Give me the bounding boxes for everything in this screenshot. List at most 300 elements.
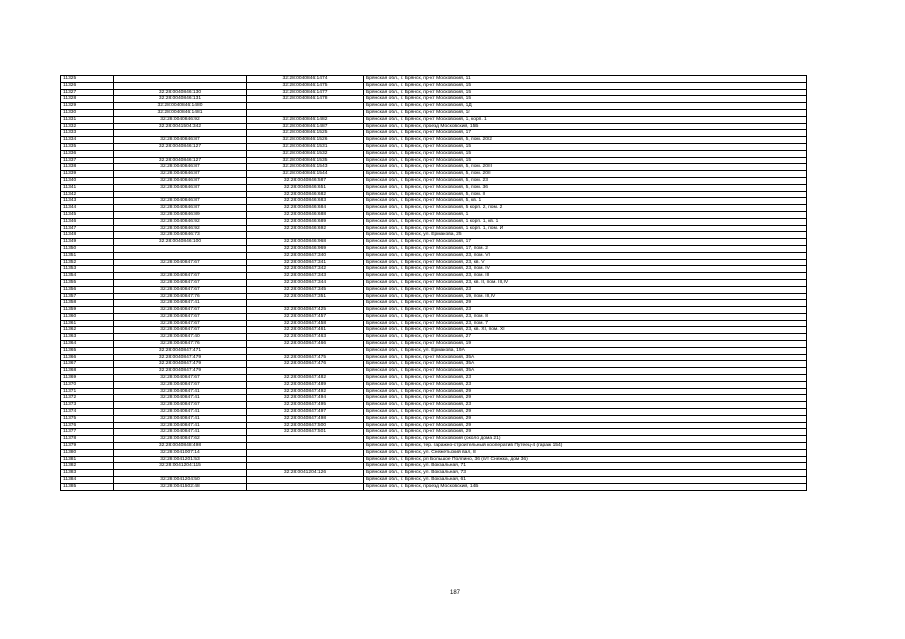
land-cadastral-cell: 32:28:0040847:67 [114, 259, 247, 266]
object-cadastral-cell: 32:28:0040847:463 [247, 334, 364, 341]
address-cell: Брянская обл., г. Брянск, проезд Московский, 15Б [364, 123, 807, 130]
object-cadastral-cell: 32:28:0040847:489 [247, 381, 364, 388]
land-cadastral-cell: 32:28:0040847:41 [114, 395, 247, 402]
object-cadastral-cell [247, 456, 364, 463]
table-row [61, 449, 807, 456]
object-cadastral-cell: 32:28:0040847:482 [247, 375, 364, 382]
object-cadastral-cell: 32:28:0040847:344 [247, 279, 364, 286]
row-number-cell: 11374 [61, 409, 114, 416]
row-number-cell: 11367 [61, 361, 114, 368]
object-cadastral-cell: 32:28:0040847:497 [247, 409, 364, 416]
row-number-cell: 11377 [61, 429, 114, 436]
address-cell: Брянская обл., г. Брянск, пр-кт Московский, 1, корп. 1 [364, 116, 807, 123]
land-cadastral-cell: 32:28:0040846:1481 [114, 109, 247, 116]
land-cadastral-cell: 32:28:0040846:130 [114, 89, 247, 96]
address-cell: Брянская обл., г. Брянск, пр-кт Московский, 23 [364, 402, 807, 409]
address-cell: Брянская обл., г. Брянск, пр-кт Московский, 29 [364, 409, 807, 416]
table-row [61, 218, 807, 225]
land-cadastral-cell: 32:28:0040846:92 [114, 116, 247, 123]
address-cell: Брянская обл., г. Брянск, пр-кт Московский, 29 [364, 429, 807, 436]
object-cadastral-cell: 32:28:0040846:1535 [247, 157, 364, 164]
table-row [61, 470, 807, 477]
land-cadastral-cell: 32:28:0040848:498 [114, 443, 247, 450]
address-cell: Брянская обл., г. Брянск, пр-кт Московский, 23, пом. III [364, 273, 807, 280]
table-row [61, 109, 807, 116]
address-cell: Брянская обл., г. Брянск, пр-кт Московский, 23 [364, 286, 807, 293]
land-cadastral-cell: 32:28:0040847:62 [114, 436, 247, 443]
row-number-cell: 11346 [61, 218, 114, 225]
land-cadastral-cell: 32:28:0040847:40 [114, 334, 247, 341]
land-cadastral-cell [114, 470, 247, 477]
object-cadastral-cell: 32:28:0040847:345 [247, 286, 364, 293]
table-row [61, 76, 807, 83]
row-number-cell: 11362 [61, 327, 114, 334]
table-row [61, 307, 807, 314]
address-cell: Брянская обл., г. Брянск, пр-кт Московский, 11 [364, 76, 807, 83]
row-number-cell: 11341 [61, 184, 114, 191]
land-cadastral-cell: 32:28:0040847:41 [114, 429, 247, 436]
table-row [61, 409, 807, 416]
row-number-cell: 11381 [61, 456, 114, 463]
land-cadastral-cell: 32:28:0040847:67 [114, 320, 247, 327]
address-cell: Брянская обл., г. Брянск, пр-кт Московский, 29 [364, 422, 807, 429]
table-row [61, 368, 807, 375]
row-number-cell: 11339 [61, 171, 114, 178]
object-cadastral-cell: 32:28:0040847:343 [247, 273, 364, 280]
table-row [61, 205, 807, 212]
table-row [61, 279, 807, 286]
object-cadastral-cell: 32:28:0040846:1544 [247, 171, 364, 178]
table-row [61, 347, 807, 354]
land-cadastral-cell: 32:28:0040846:100 [114, 239, 247, 246]
address-cell: Брянская обл., г. Брянск, пр-кт Московский, 5, пом. 20/2 [364, 137, 807, 144]
address-cell: Брянская обл., г. Брянск, ул. Ермакова, 25 [364, 232, 807, 239]
object-cadastral-cell: 32:28:0040846:1526 [247, 137, 364, 144]
table-row [61, 211, 807, 218]
land-cadastral-cell: 32:28:0040847:471 [114, 347, 247, 354]
land-cadastral-cell [114, 130, 247, 137]
table-row [61, 252, 807, 259]
table-row [61, 293, 807, 300]
object-cadastral-cell: 32:28:0041204:126 [247, 470, 364, 477]
table-row [61, 232, 807, 239]
row-number-cell: 11334 [61, 137, 114, 144]
table-row [61, 375, 807, 382]
row-number-cell: 11338 [61, 164, 114, 171]
object-cadastral-cell: 32:28:0040846:683 [247, 198, 364, 205]
row-number-cell: 11383 [61, 470, 114, 477]
address-cell: Брянская обл., г. Брянск, пр-кт Московский, 23, кв. II, пом. III,IV [364, 279, 807, 286]
object-cadastral-cell: 32:28:0040846:587 [247, 177, 364, 184]
row-number-cell: 11351 [61, 252, 114, 259]
address-cell: Брянская обл., г. Брянск, тер. гаражно-строительный кооператив Путеец-4 (гараж 154) [364, 443, 807, 450]
address-cell: Брянская обл., г. Брянск, ул. Ермакова, 19А [364, 347, 807, 354]
row-number-cell: 11375 [61, 415, 114, 422]
row-number-cell: 11363 [61, 334, 114, 341]
land-cadastral-cell: 32:28:0040846:73 [114, 232, 247, 239]
table-row [61, 259, 807, 266]
row-number-cell: 11361 [61, 320, 114, 327]
row-number-cell: 11366 [61, 354, 114, 361]
object-cadastral-cell [247, 103, 364, 110]
address-cell: Брянская обл., г. Брянск, пр-кт Московский, 17 [364, 239, 807, 246]
address-cell: Брянская обл., г. Брянск, пр-кт Московский, 29 [364, 388, 807, 395]
object-cadastral-cell [247, 368, 364, 375]
land-cadastral-cell: 32:28:0040846:127 [114, 157, 247, 164]
row-number-cell: 11337 [61, 157, 114, 164]
object-cadastral-cell: 32:28:0040847:342 [247, 266, 364, 273]
land-cadastral-cell: 32:28:0040846:87 [114, 171, 247, 178]
object-cadastral-cell: 32:28:0040847:351 [247, 293, 364, 300]
table-row [61, 422, 807, 429]
address-cell: Брянская обл., г. Брянск, пр-кт Московский, 35А [364, 361, 807, 368]
table-row [61, 82, 807, 89]
object-cadastral-cell: 32:28:0040846:1478 [247, 96, 364, 103]
object-cadastral-cell: 32:28:0040846:1475 [247, 82, 364, 89]
row-number-cell: 11370 [61, 381, 114, 388]
object-cadastral-cell: 32:28:0040846:688 [247, 211, 364, 218]
land-cadastral-cell: 32:28:0041204:50 [114, 477, 247, 484]
address-cell: Брянская обл., г. Брянск, пр-кт Московский, 5 корп. 2, пом. 2 [364, 205, 807, 212]
table-row [61, 96, 807, 103]
address-cell: Брянская обл., г. Брянск, пр-кт Московский, 29 [364, 300, 807, 307]
row-number-cell: 11382 [61, 463, 114, 470]
object-cadastral-cell: 32:28:0040847:340 [247, 252, 364, 259]
address-cell: Брянская обл., г. Брянск, пр-кт Московский, 5, пом. 36 [364, 184, 807, 191]
address-cell: Брянская обл., г. Брянск, пр-кт Московский, 17 [364, 130, 807, 137]
object-cadastral-cell: 32:28:0040846:1532 [247, 150, 364, 157]
land-cadastral-cell: 32:28:0041007:14 [114, 449, 247, 456]
land-cadastral-cell: 32:28:0040847:67 [114, 286, 247, 293]
object-cadastral-cell: 32:28:0040846:692 [247, 225, 364, 232]
row-number-cell: 11358 [61, 300, 114, 307]
table-row [61, 327, 807, 334]
land-cadastral-cell: 32:28:0041504:342 [114, 123, 247, 130]
land-cadastral-cell: 32:28:0040846:87 [114, 198, 247, 205]
land-cadastral-cell: 32:28:0040847:67 [114, 313, 247, 320]
address-cell: Брянская обл., г. Брянск, пр-кт Московский, 35А [364, 354, 807, 361]
address-cell: Брянская обл., г. Брянск, проезд Московский, 14Б [364, 483, 807, 490]
object-cadastral-cell: 32:28:0040846:968 [247, 239, 364, 246]
address-cell: Брянская обл., г. Брянск, пр-кт Московский, 1г [364, 109, 807, 116]
table-row [61, 143, 807, 150]
row-number-cell: 11352 [61, 259, 114, 266]
address-cell: Брянская обл., г. Брянск, пр-кт Московский, 23, пом. 7 [364, 320, 807, 327]
address-cell: Брянская обл., г. Брянск, пр-кт Московский, 1 [364, 211, 807, 218]
table-row [61, 191, 807, 198]
address-cell: Брянская обл., г. Брянск, пр-кт Московский, 1 корп. 1, пом. И [364, 225, 807, 232]
object-cadastral-cell [247, 347, 364, 354]
table-row [61, 89, 807, 96]
address-cell: Брянская обл., г. Брянск, ул. Снежетьский вал, 8 [364, 449, 807, 456]
table-row [61, 273, 807, 280]
row-number-cell: 11354 [61, 273, 114, 280]
object-cadastral-cell: 32:28:0040846:684 [247, 205, 364, 212]
row-number-cell: 11330 [61, 109, 114, 116]
row-number-cell: 11357 [61, 293, 114, 300]
land-cadastral-cell: 32:28:0040846:127 [114, 143, 247, 150]
address-cell: Брянская обл., г. Брянск, пр-кт Московский, 23, пом. VI [364, 252, 807, 259]
address-cell: Брянская обл., г. Брянск, пр-кт Московский, 19, пом. III,IV [364, 293, 807, 300]
address-cell: Брянская обл., г. Брянск, пр-кт Московский, 15 [364, 143, 807, 150]
table-row [61, 381, 807, 388]
row-number-cell: 11349 [61, 239, 114, 246]
object-cadastral-cell: 32:28:0040846:689 [247, 218, 364, 225]
row-number-cell: 11380 [61, 449, 114, 456]
row-number-cell: 11345 [61, 211, 114, 218]
land-cadastral-cell: 32:28:0040847:67 [114, 375, 247, 382]
land-cadastral-cell: 32:28:0040846:87 [114, 177, 247, 184]
object-cadastral-cell [247, 300, 364, 307]
land-cadastral-cell: 32:28:0040847:41 [114, 422, 247, 429]
address-cell: Брянская обл., г. Брянск, пр-кт Московский, 5, пом. 20/I [364, 171, 807, 178]
table-row [61, 463, 807, 470]
land-cadastral-cell: 32:28:0041502:48 [114, 483, 247, 490]
address-cell: Брянская обл., г. Брянск, пр-кт Московский, 27 [364, 334, 807, 341]
row-number-cell: 11376 [61, 422, 114, 429]
land-cadastral-cell [114, 191, 247, 198]
object-cadastral-cell [247, 477, 364, 484]
land-cadastral-cell: 32:28:0040847:67 [114, 402, 247, 409]
object-cadastral-cell: 32:28:0040846:1531 [247, 143, 364, 150]
object-cadastral-cell: 32:28:0040847:494 [247, 395, 364, 402]
object-cadastral-cell [247, 463, 364, 470]
object-cadastral-cell: 32:28:0040847:498 [247, 415, 364, 422]
land-cadastral-cell: 32:28:0040847:479 [114, 354, 247, 361]
land-cadastral-cell: 32:28:0040846:87 [114, 137, 247, 144]
table-row [61, 245, 807, 252]
address-cell: Брянская обл., г. Брянск, пр-кт Московский, 1 корп. 1, кв. 1 [364, 218, 807, 225]
land-cadastral-cell: 32:28:0041201:53 [114, 456, 247, 463]
row-number-cell: 11343 [61, 198, 114, 205]
object-cadastral-cell: 32:28:0040846:1525 [247, 130, 364, 137]
land-cadastral-cell: 32:28:0040847:41 [114, 388, 247, 395]
row-number-cell: 11328 [61, 96, 114, 103]
table-row [61, 150, 807, 157]
object-cadastral-cell: 32:28:0040847:475 [247, 354, 364, 361]
table-row [61, 334, 807, 341]
land-cadastral-cell [114, 252, 247, 259]
row-number-cell: 11325 [61, 76, 114, 83]
table-row [61, 341, 807, 348]
land-cadastral-cell: 32:28:0040846:92 [114, 218, 247, 225]
object-cadastral-cell: 32:28:0040847:495 [247, 402, 364, 409]
land-cadastral-cell [114, 76, 247, 83]
address-cell: Брянская обл., г. Брянск, пр-кт Московский, 5, кв. 1 [364, 198, 807, 205]
object-cadastral-cell: 32:28:0040847:425 [247, 307, 364, 314]
address-cell: Брянская обл., г. Брянск, пр-кт Московский, 29 [364, 415, 807, 422]
land-cadastral-cell: 32:28:0040847:67 [114, 279, 247, 286]
row-number-cell: 11359 [61, 307, 114, 314]
table-row [61, 184, 807, 191]
table-row [61, 266, 807, 273]
address-cell: Брянская обл., г. Брянск, пр-кт Московский, 15 [364, 157, 807, 164]
address-cell: Брянская обл., г. Брянск, пр-кт Московский, 35А [364, 368, 807, 375]
address-cell: Брянская обл., г. Брянск, пр-кт Московский, 23 [364, 375, 807, 382]
land-cadastral-cell: 32:28:0040846:87 [114, 164, 247, 171]
land-cadastral-cell: 32:28:0040847:41 [114, 300, 247, 307]
address-cell: Брянская обл., г. Брянск, пр-кт Московский, 23, пом. 8 [364, 313, 807, 320]
table-row [61, 388, 807, 395]
address-cell: Брянская обл., г. Брянск, пр-кт Московский, 15 [364, 82, 807, 89]
row-number-cell: 11350 [61, 245, 114, 252]
object-cadastral-cell: 32:28:0040847:466 [247, 341, 364, 348]
land-cadastral-cell [114, 82, 247, 89]
land-cadastral-cell [114, 245, 247, 252]
table-row [61, 177, 807, 184]
table-row [61, 415, 807, 422]
address-cell: Брянская обл., г. Брянск, пр-кт Московский, 5, пом. II [364, 191, 807, 198]
land-cadastral-cell: 32:28:0041204:115 [114, 463, 247, 470]
object-cadastral-cell: 32:28:0040846:1474 [247, 76, 364, 83]
row-number-cell: 11347 [61, 225, 114, 232]
row-number-cell: 11332 [61, 123, 114, 130]
table-row [61, 443, 807, 450]
table-row [61, 239, 807, 246]
object-cadastral-cell: 32:28:0040847:492 [247, 388, 364, 395]
table-row [61, 436, 807, 443]
row-number-cell: 11336 [61, 150, 114, 157]
table-row [61, 483, 807, 490]
object-cadastral-cell: 32:28:0040846:969 [247, 245, 364, 252]
address-cell: Брянская обл., г. Брянск, пр-кт Московский, 23 [364, 381, 807, 388]
table-row [61, 157, 807, 164]
row-number-cell: 11355 [61, 279, 114, 286]
table-row [61, 164, 807, 171]
row-number-cell: 11335 [61, 143, 114, 150]
row-number-cell: 11333 [61, 130, 114, 137]
row-number-cell: 11348 [61, 232, 114, 239]
registry-table [60, 75, 807, 491]
table-row [61, 225, 807, 232]
object-cadastral-cell: 32:28:0040846:682 [247, 191, 364, 198]
table-row [61, 313, 807, 320]
table-row [61, 116, 807, 123]
row-number-cell: 11353 [61, 266, 114, 273]
table-row [61, 354, 807, 361]
row-number-cell: 11378 [61, 436, 114, 443]
land-cadastral-cell: 32:28:0040846:89 [114, 211, 247, 218]
row-number-cell: 11384 [61, 477, 114, 484]
table-row [61, 477, 807, 484]
land-cadastral-cell [114, 150, 247, 157]
row-number-cell: 11331 [61, 116, 114, 123]
row-number-cell: 11365 [61, 347, 114, 354]
table-row [61, 103, 807, 110]
object-cadastral-cell: 32:28:0040846:1482 [247, 116, 364, 123]
object-cadastral-cell: 32:28:0040847:476 [247, 361, 364, 368]
row-number-cell: 11342 [61, 191, 114, 198]
address-cell: Брянская обл., г. Брянск, пр-кт Московский, 29 [364, 395, 807, 402]
row-number-cell: 11369 [61, 375, 114, 382]
land-cadastral-cell: 32:28:0040846:92 [114, 225, 247, 232]
land-cadastral-cell [114, 266, 247, 273]
table-row [61, 198, 807, 205]
table-row [61, 456, 807, 463]
object-cadastral-cell [247, 483, 364, 490]
address-cell: Брянская обл., г. Брянск, пр-кт Московский, 17, пом. 2 [364, 245, 807, 252]
land-cadastral-cell: 32:28:0040847:76 [114, 293, 247, 300]
row-number-cell: 11364 [61, 341, 114, 348]
address-cell: Брянская обл., г. Брянск, пр-кт Московский, 15 [364, 150, 807, 157]
address-cell: Брянская обл., г. Брянск, ул. Вокзальная, 71 [364, 463, 807, 470]
object-cadastral-cell: 32:28:0040847:461 [247, 327, 364, 334]
table-row [61, 123, 807, 130]
address-cell: Брянская обл., г. Брянск, пр-кт Московский, 23, пом. IV [364, 266, 807, 273]
row-number-cell: 11344 [61, 205, 114, 212]
object-cadastral-cell: 32:28:0040847:458 [247, 320, 364, 327]
row-number-cell: 11371 [61, 388, 114, 395]
table-row [61, 429, 807, 436]
object-cadastral-cell [247, 109, 364, 116]
row-number-cell: 11368 [61, 368, 114, 375]
row-number-cell: 11360 [61, 313, 114, 320]
address-cell: Брянская обл., г. Брянск, пр-кт Московский, 23, кв. XI, пом. XI [364, 327, 807, 334]
table-row [61, 320, 807, 327]
land-cadastral-cell: 32:28:0040847:67 [114, 327, 247, 334]
table-row [61, 137, 807, 144]
object-cadastral-cell: 32:28:0040847:341 [247, 259, 364, 266]
land-cadastral-cell: 32:28:0040846:1480 [114, 103, 247, 110]
row-number-cell: 11326 [61, 82, 114, 89]
land-cadastral-cell: 32:28:0040847:76 [114, 341, 247, 348]
address-cell: Брянская обл., г. Брянск, пр-кт Московский, 15 [364, 96, 807, 103]
address-cell: Брянская обл., г. Брянск, ул. Вокзальная, 61 [364, 477, 807, 484]
land-cadastral-cell: 32:28:0040847:479 [114, 368, 247, 375]
address-cell: Брянская обл., г. Брянск, рп Большое Полпино, 36 (п/т Снежка, дом 36) [364, 456, 807, 463]
object-cadastral-cell: 32:28:0040846:1487 [247, 123, 364, 130]
row-number-cell: 11356 [61, 286, 114, 293]
land-cadastral-cell: 32:28:0040847:67 [114, 273, 247, 280]
table-row [61, 286, 807, 293]
land-cadastral-cell: 32:28:0040847:67 [114, 307, 247, 314]
land-cadastral-cell: 32:28:0040847:67 [114, 381, 247, 388]
row-number-cell: 11327 [61, 89, 114, 96]
land-cadastral-cell: 32:28:0040847:479 [114, 361, 247, 368]
address-cell: Брянская обл., г. Брянск, пр-кт Московский, 1Д [364, 103, 807, 110]
object-cadastral-cell: 32:28:0040846:1543 [247, 164, 364, 171]
table-row [61, 130, 807, 137]
table-row [61, 402, 807, 409]
row-number-cell: 11385 [61, 483, 114, 490]
row-number-cell: 11379 [61, 443, 114, 450]
registry-table-body [61, 76, 807, 491]
row-number-cell: 11373 [61, 402, 114, 409]
land-cadastral-cell: 32:28:0040846:87 [114, 184, 247, 191]
object-cadastral-cell: 32:28:0040847:500 [247, 422, 364, 429]
table-row [61, 395, 807, 402]
object-cadastral-cell [247, 449, 364, 456]
land-cadastral-cell: 32:28:0040846:131 [114, 96, 247, 103]
row-number-cell: 11340 [61, 177, 114, 184]
object-cadastral-cell [247, 232, 364, 239]
object-cadastral-cell: 32:28:0040846:651 [247, 184, 364, 191]
table-row [61, 361, 807, 368]
land-cadastral-cell: 32:28:0040847:41 [114, 415, 247, 422]
object-cadastral-cell [247, 436, 364, 443]
land-cadastral-cell: 32:28:0040847:41 [114, 409, 247, 416]
row-number-cell: 11329 [61, 103, 114, 110]
address-cell: Брянская обл., г. Брянск, пр-кт Московский, 15 [364, 89, 807, 96]
table-row [61, 300, 807, 307]
table-row [61, 171, 807, 178]
object-cadastral-cell: 32:28:0040847:457 [247, 313, 364, 320]
address-cell: Брянская обл., г. Брянск, пр-кт Московский (около дома 21) [364, 436, 807, 443]
address-cell: Брянская обл., г. Брянск, пр-кт Московский, 5, пом. 20/II [364, 164, 807, 171]
page-number: 187 [449, 590, 460, 596]
address-cell: Брянская обл., г. Брянск, ул. Вокзальная, 73 [364, 470, 807, 477]
row-number-cell: 11372 [61, 395, 114, 402]
